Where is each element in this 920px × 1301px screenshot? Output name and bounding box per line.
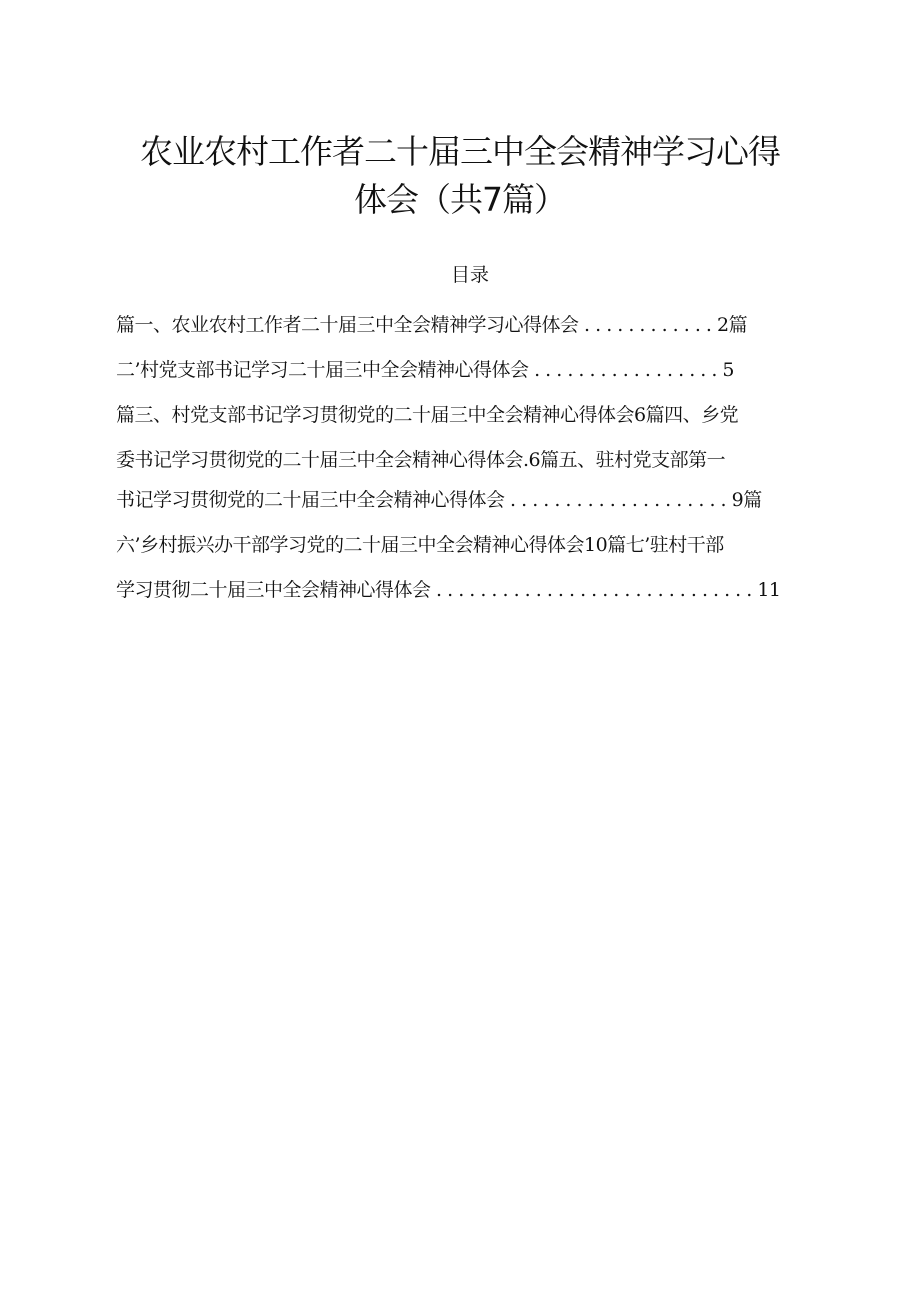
toc-line-5: 书记学习贯彻党的二十届三中全会精神心得体会 . . . . . . . . . . . . . . . . . . . . 9篇 — [116, 489, 762, 511]
toc-line-7: 学习贯彻二十届三中全会精神心得体会 . . . . . . . . . . . . . . . . . . . . . . . . . . . . . 11 — [116, 579, 781, 601]
toc-line-2: 二’村党支部书记学习二十届三中全会精神心得体会 . . . . . . . . . . . . . . . . . 5 — [116, 359, 735, 381]
toc-line-6: 六’乡村振兴办干部学习党的二十届三中全会精神心得体会10篇七’驻村干部 — [116, 534, 724, 556]
toc-line-3: 篇三、村党支部书记学习贯彻党的二十届三中全会精神心得体会6篇四、乡党 — [116, 404, 739, 426]
document-title-line-1: 农业农村工作者二十届三中全会精神学习心得 — [140, 132, 780, 171]
document-title-line-2: 体会（共7篇） — [354, 180, 566, 219]
toc-line-1: 篇一、农业农村工作者二十届三中全会精神学习心得体会 . . . . . . . . . . . . 2篇 — [116, 314, 748, 336]
toc-heading: 目录 — [450, 264, 489, 286]
toc-line-4: 委书记学习贯彻党的二十届三中全会精神心得体会.6篇五、驻村党支部第一 — [116, 449, 726, 471]
